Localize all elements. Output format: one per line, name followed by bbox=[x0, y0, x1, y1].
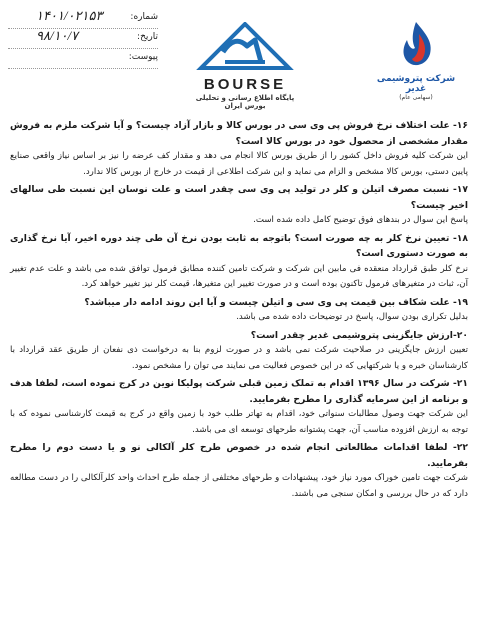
meta-number-label: شماره: bbox=[130, 12, 158, 22]
bourse-logo bbox=[185, 22, 305, 110]
bourse-name: BOURSE bbox=[203, 76, 287, 93]
answer-17: پاسخ این سوال در بندهای فوق توضیح کامل داده شده است. bbox=[253, 215, 468, 225]
meta-date-row bbox=[8, 28, 158, 49]
letterhead bbox=[0, 0, 478, 110]
question-18: ۱۸- تعیین نرخ کلر به چه صورت است؟ باتوجه به ثابت بودن نرخ آن طی چند دوره اخیر، آیا نرخ گذاری به صورت دستوری است؟ bbox=[10, 232, 468, 259]
answer-16: این شرکت کلیه فروش داخل کشور را از طریق بورس کالا انجام می دهد و مقدار کف عرضه را نیز بر اساس نیاز واقعی صنایع پایین دستی، بورس کالا مشخص و الزام می نماید و این شرکت اطلاعی از قیمت در خارج از بورس کالا ندارد. bbox=[10, 151, 468, 177]
bourse-subtitle: پایگاه اطلاع رسانی و تحلیلی بورس ایران bbox=[195, 94, 295, 110]
question-21: ۲۱- شرکت در سال ۱۳۹۶ اقدام به تملک زمین قبلی شرکت پولیکا نوین در کرج نموده است، لطفا هدف و برنامه از این سرمایه گذاری را مطرح بفرمایید. bbox=[10, 378, 469, 405]
meta-date-label: تاریخ: bbox=[137, 32, 158, 42]
meta-attachment-row bbox=[8, 52, 158, 69]
answer-21: این شرکت جهت وصول مطالبات سنواتی خود، اقدام به تهاتر طلب خود با زمین واقع در کرج به قیمت کارشناسی نموده که با توجه به ارزش افزوده مناسب آن، جهت پشتوانه طرحهای توسعه ای می باشد. bbox=[10, 409, 468, 435]
letter-meta bbox=[8, 8, 158, 72]
question-16: ۱۶- علت اختلاف نرخ فروش پی وی سی در بورس کالا و بازار آزاد چیست؟ و آیا شرکت ملزم به فروش مقدار مشخصی از محصول خود در بورس کالا است؟ bbox=[10, 120, 468, 147]
meta-number-value: ۱۴۰۱/۰۲۱۵۳ bbox=[36, 8, 103, 23]
company-type: (سهامی عام) bbox=[399, 94, 433, 101]
qa-section bbox=[10, 118, 468, 504]
question-22: ۲۲- لطفا اقدامات مطالعاتی انجام شده در خصوص طرح کلر آلکالی نو و یا دست دوم را مطرح بفرمایید. bbox=[10, 442, 468, 469]
answer-22: شرکت جهت تامین خوراک مورد نیاز خود، پیشنهادات و طرحهای مختلفی از جمله طرح احداث واحد کلرآلکالی را در دست مطالعه دارد که در حال بررسی و امکان سنجی می باشند. bbox=[10, 473, 468, 499]
bourse-emblem-icon bbox=[195, 22, 295, 72]
question-19: ۱۹- علت شکاف بین قیمت پی وی سی و اتیلن چیست و آیا این روند ادامه دار میباشد؟ bbox=[84, 296, 468, 308]
question-20: ۲۰-ارزش جایگزینی پتروشیمی غدیر چقدر است؟ bbox=[250, 329, 468, 341]
company-logo bbox=[368, 20, 464, 101]
question-17: ۱۷- نسبت مصرف اتیلن و کلر در تولید پی وی سی چقدر است و علت نوسان این نسبت طی سالهای اخیر چیست؟ bbox=[10, 184, 468, 211]
answer-20: تعیین ارزش جایگزینی در صلاحیت شرکت نمی باشد و در صورت لزوم بنا به درخواست ذی نفعان از طریق عقد قرارداد با کارشناسان خبره و یا شرکتهایی که در این خصوص فعالیت می نمایند می توان را مشخص نمود. bbox=[10, 345, 468, 371]
meta-number-row bbox=[8, 8, 158, 29]
company-name: شرکت پتروشیمی غدیر bbox=[376, 74, 456, 94]
meta-attachment-label: پیوست: bbox=[128, 52, 158, 62]
answer-18: نرخ کلر طبق قرارداد منعقده فی مابین این شرکت و شرکت تامین کننده مطابق فرمول توافق شده می باشد و علت عدم تغییر آن، ثبات در متغیرهای فرمول تاکنون بوده است و در صورت تغییر این متغیرها، قیمت کلر نیز تغییر خواهد کرد. bbox=[10, 263, 468, 289]
answer-19: بدلیل تکراری بودن سوال، پاسخ در توضیحات داده شده می باشد. bbox=[236, 312, 468, 322]
flame-logo-icon bbox=[395, 20, 437, 68]
meta-date-value: ۹۸/۱۰/۷ bbox=[36, 28, 79, 43]
